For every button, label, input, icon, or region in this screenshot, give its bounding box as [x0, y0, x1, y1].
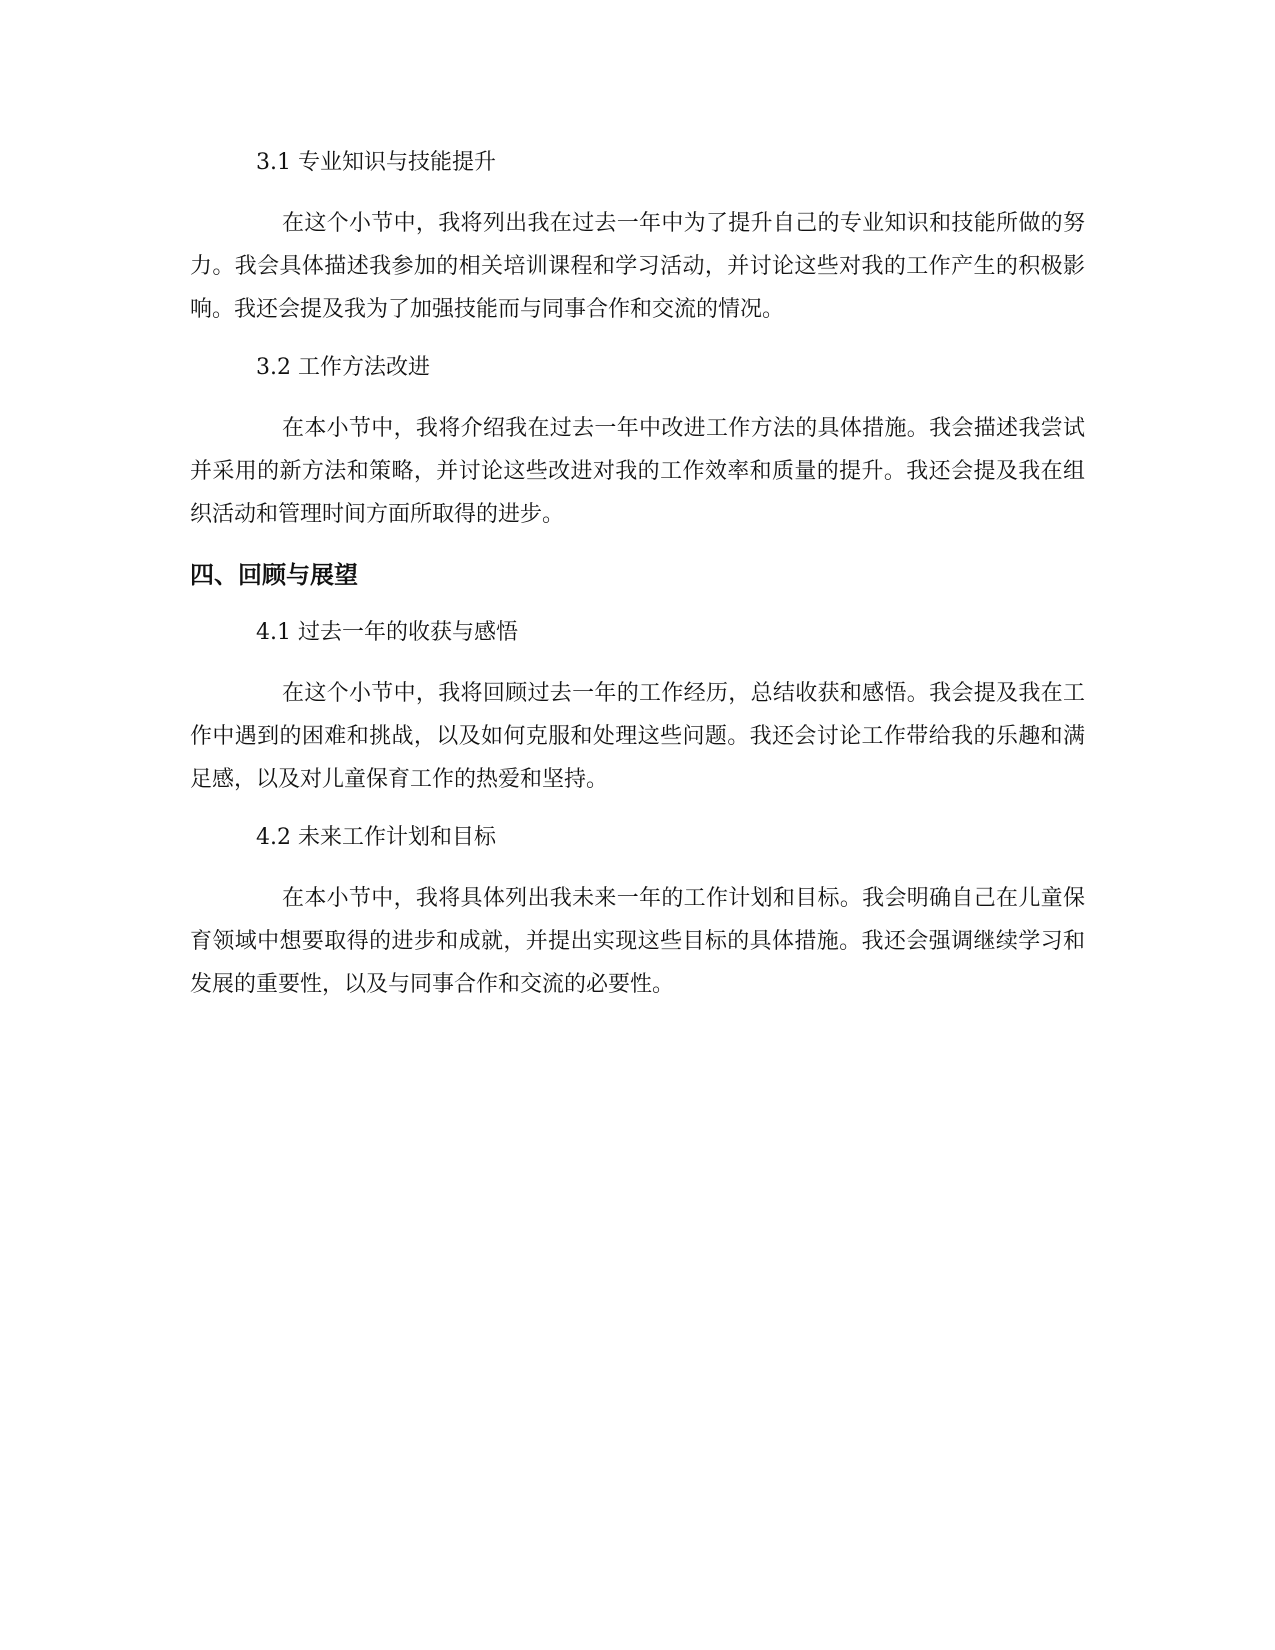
subsection-paragraph: 在本小节中，我将具体列出我未来一年的工作计划和目标。我会明确自己在儿童保育领域中想要取得的进步和成就，并提出实现这些目标的具体措施。我还会强调继续学习和发展的重要性，以及与同事合作和交流的必要性。 — [190, 886, 1085, 997]
document-content — [190, 148, 1085, 1028]
section-heading: 四、回顾与展望 — [190, 561, 358, 589]
subsection-paragraph: 在本小节中，我将介绍我在过去一年中改进工作方法的具体措施。我会描述我尝试并采用的新方法和策略，并讨论这些改进对我的工作效率和质量的提升。我还会提及我在组织活动和管理时间方面所取得的进步。 — [190, 416, 1085, 527]
subsection-heading: 3.2 工作方法改进 — [256, 355, 430, 380]
subsection-heading: 4.1 过去一年的收获与感悟 — [256, 620, 518, 645]
subsection-paragraph: 在这个小节中，我将回顾过去一年的工作经历，总结收获和感悟。我会提及我在工作中遇到的困难和挑战，以及如何克服和处理这些问题。我还会讨论工作带给我的乐趣和满足感，以及对儿童保育工作的热爱和坚持。 — [190, 681, 1085, 792]
subsection-heading: 4.2 未来工作计划和目标 — [256, 825, 496, 850]
subsection-paragraph: 在这个小节中，我将列出我在过去一年中为了提升自己的专业知识和技能所做的努力。我会具体描述我参加的相关培训课程和学习活动，并讨论这些对我的工作产生的积极影响。我还会提及我为了加强技能而与同事合作和交流的情况。 — [190, 211, 1085, 322]
subsection-heading: 3.1 专业知识与技能提升 — [256, 150, 496, 175]
